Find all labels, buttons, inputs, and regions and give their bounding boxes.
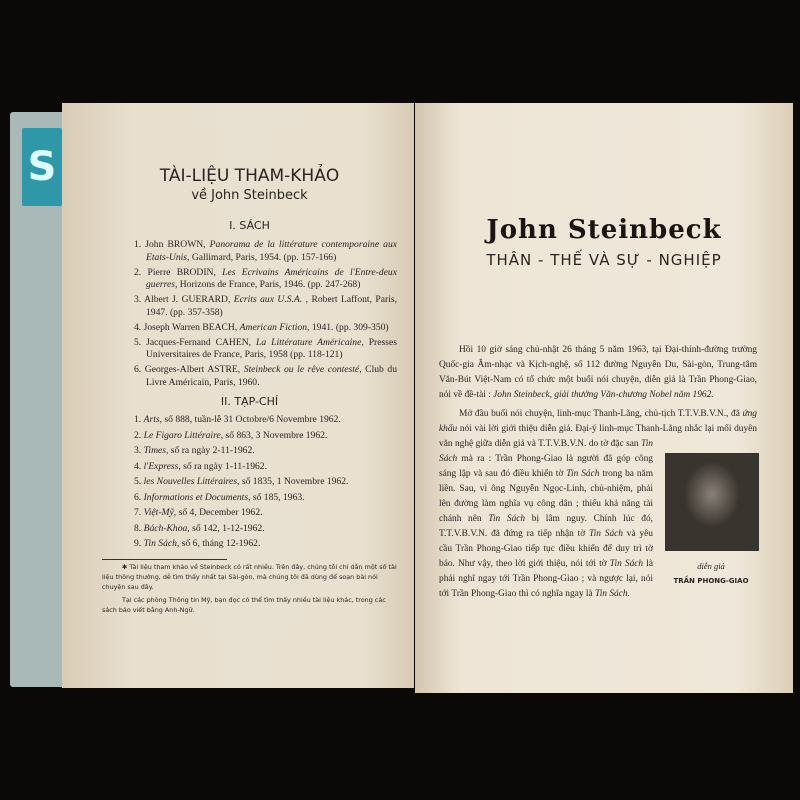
entry-details: Horizons de France, Paris, 1946. (pp. 247-268) [177, 279, 361, 290]
entry-details: số 185, 1963. [250, 491, 305, 503]
entry-details: Presses Universitaires de France, Paris, 1958 (pp. 118-121) [146, 336, 397, 360]
entry-author: Georges-Albert ASTRE, [144, 364, 244, 375]
entry-title: Steinbeck ou le rêve contesté, [243, 364, 362, 375]
italic-text: Tin Sách [609, 559, 644, 569]
entry-details: số 863, 3 Novembre 1962. [223, 429, 328, 441]
entry-title: Bách-Khoa, [143, 522, 190, 534]
italic-text: Tin Sách [488, 514, 526, 524]
italic-text: John Steinbeck, giải thưởng Văn-chương Nobel năm 1962. [493, 390, 714, 400]
article-subtitle: THÂN - THẾ VÀ SỰ - NGHIỆP [486, 251, 722, 269]
caption-role: diễn giả [697, 561, 725, 571]
speaker-photo-block [665, 453, 757, 589]
magazine-entry [134, 523, 397, 536]
entry-title: Times, [143, 445, 169, 456]
entry-number: 2. [134, 429, 142, 441]
entry-title: Tin Sách, [143, 538, 180, 549]
entry-title: Việt-Mỹ, [143, 507, 177, 518]
entry-number: 6. [134, 364, 142, 375]
entry-title: Informations et Documents, [143, 491, 251, 503]
footnote-text-1: ✱ Tài liệu tham khảo về Steinbeck có rất nhiều. Trên đây, chúng tôi chỉ dẫn một số tài liệu thông thường, dễ tìm thấy nhất tại Sài-gòn, mà chúng tôi đã dùng để soạn bài nói chuyện sau đây. [102, 562, 397, 591]
entry-author: Jacques-Fernand CAHEN, [146, 336, 257, 348]
book-entry [134, 337, 397, 362]
text: Mở đầu buổi nói chuyện, linh-mục Thanh-Lãng, chủ-tịch T.T.V.B.V.N., đã [459, 409, 743, 419]
paragraph-1 [439, 343, 757, 403]
entry-title: Panorama de la littérature contemporaine aux Etats-Unis, [146, 239, 398, 263]
text: mà ra : Trần Phong-Giao là người đã góp công sáng lập và sau đó điều khiển tờ [439, 454, 653, 479]
entry-number: 6. [134, 491, 142, 503]
book-entry [134, 239, 397, 264]
entry-details: số ra ngày 2-11-1962. [168, 445, 255, 456]
left-page [62, 103, 414, 688]
magazine-list [134, 414, 397, 551]
book-entry [134, 267, 397, 292]
entry-details: số ra ngày 1-11-1962. [180, 460, 267, 472]
right-page [415, 103, 793, 693]
italic-text: Tin Sách. [595, 589, 630, 599]
section-books-heading: I. SÁCH [229, 219, 270, 232]
entry-details: số 888, tuần-lễ 31 Octobre/6 Novembre 1962. [162, 414, 341, 425]
entry-details: số 142, 1-12-1962. [189, 522, 265, 534]
magazine-entry [134, 538, 397, 551]
references-title: TÀI-LIỆU THAM-KHẢO [159, 166, 340, 186]
entry-details: 1941. (pp. 309-350) [309, 321, 389, 333]
book-entry [134, 294, 397, 319]
book-list [134, 239, 397, 389]
entry-number: 8. [134, 522, 142, 534]
italic-text: Tin Sách [588, 529, 623, 539]
speaker-photo [665, 453, 759, 551]
text: trong ba năm liền. Sau, vì ông Nguyễn Ngọc-Linh, chủ-nhiệm, phải lên đường làm nghĩa vụ công dân ; thiếu khả năng tài chánh nên [439, 469, 653, 524]
entry-author: Pierre BRODIN, [147, 266, 223, 278]
entry-details: Club du Livre Américain, Paris, 1960. [146, 364, 397, 388]
references-subtitle: về John Steinbeck [191, 188, 308, 203]
entry-number: 1. [134, 239, 142, 250]
entry-title: Le Figaro Littéraire, [143, 429, 224, 441]
entry-number: 3. [134, 294, 142, 305]
entry-number: 9. [134, 538, 142, 549]
entry-details: số 4, December 1962. [176, 507, 263, 518]
entry-title: les Nouvelles Littéraires, [143, 476, 240, 487]
paragraph-2 [439, 407, 757, 602]
entry-details: số 6, tháng 12-1962. [179, 538, 261, 549]
magazine-entry [134, 492, 397, 505]
entry-number: 5. [134, 476, 142, 487]
entry-author: John BROWN, [145, 239, 210, 250]
italic-text: Tin Sách [439, 439, 653, 464]
entry-title: La Littérature Américaine, [256, 336, 364, 348]
entry-number: 2. [134, 266, 142, 278]
entry-author: Joseph Warren BEACH, [143, 321, 240, 333]
entry-number: 7. [134, 507, 142, 518]
text: và yêu cầu Trần Phong-Giao tiếp tục điều khiển để duy trì tờ báo. Như vậy, theo lời giới thiệu, nói tới tờ [439, 529, 653, 569]
entry-number: 3. [134, 445, 142, 456]
entry-title: Arts, [143, 414, 163, 425]
italic-text: ứng khẩu [439, 409, 757, 434]
magazine-entry [134, 414, 397, 427]
magazine-entry [134, 430, 397, 443]
book-entry [134, 322, 397, 335]
footnote-text-2: Tại các phòng Thông tin Mỹ, bạn đọc có thể tìm thấy nhiều tài liệu khác, trong các sách báo viết bằng Anh-Ngữ. [102, 595, 386, 614]
entry-number: 4. [134, 321, 142, 333]
entry-number: 1. [134, 414, 142, 425]
text: nói vài lời giới thiệu diễn giả. Đại-ý linh-mục Thanh-Lãng nhắc lại mối duyên văn nghệ giữa diễn giả và T.T.V.B.V.N. do tờ đặc san [439, 424, 757, 449]
entry-details: , Robert Laffont, Paris, 1947. (pp. 357-358) [146, 294, 397, 318]
book-entry [134, 364, 397, 389]
entry-number: 5. [134, 336, 142, 348]
entry-details: Gallimard, Paris, 1954. (pp. 157-166) [189, 251, 337, 263]
section-magazines-heading: II. TẠP-CHÍ [220, 395, 279, 408]
footnote [102, 559, 397, 615]
magazine-entry [134, 445, 397, 458]
entry-title: l'Express, [143, 460, 181, 472]
footnote-rule [102, 559, 227, 560]
magazine-entry [134, 507, 397, 520]
entry-title: Ecrits aux U.S.A. [233, 294, 303, 305]
text: Hồi 10 giờ sáng chủ-nhật 26 tháng 5 năm 1963, tại Đại-thính-đường trường Quốc-gia Âm-nhạc và Kịch-nghệ, số 112 đường Nguyễn Du, Sài-gòn, Trung-tâm Văn-Bút Việt-Nam có tổ chức một buổi nói chuyện, diễn giả là Trần Phong-Giao, nói về đề-tài : [439, 345, 757, 400]
caption-name: TRẦN PHONG-GIAO [673, 577, 749, 585]
article-body [439, 343, 757, 606]
magazine-entry [134, 461, 397, 474]
references-column [102, 165, 397, 615]
article-title: John Steinbeck [486, 215, 722, 245]
entry-title: American Fiction, [239, 321, 310, 333]
magazine-entry [134, 476, 397, 489]
entry-author: Albert J. GUERARD, [144, 294, 234, 305]
text: bị lâm nguy. Chính lúc đó, T.T.V.B.V.N. đã đứng ra tiếp nhận tờ [439, 514, 653, 539]
text: là phải nghĩ ngay tới Trần Phong-Giao ; và ngược lại, nói tới Trần Phong-Giao thì có nghĩa ngay là [439, 559, 653, 599]
entry-details: số 1835, 1 Novembre 1962. [239, 476, 349, 487]
cover-logo: S [22, 128, 62, 206]
entry-number: 4. [134, 460, 142, 472]
italic-text: Tin Sách [566, 469, 600, 479]
entry-title: Les Ecrivains Américains de l'Entre-deux guerres, [146, 266, 397, 290]
